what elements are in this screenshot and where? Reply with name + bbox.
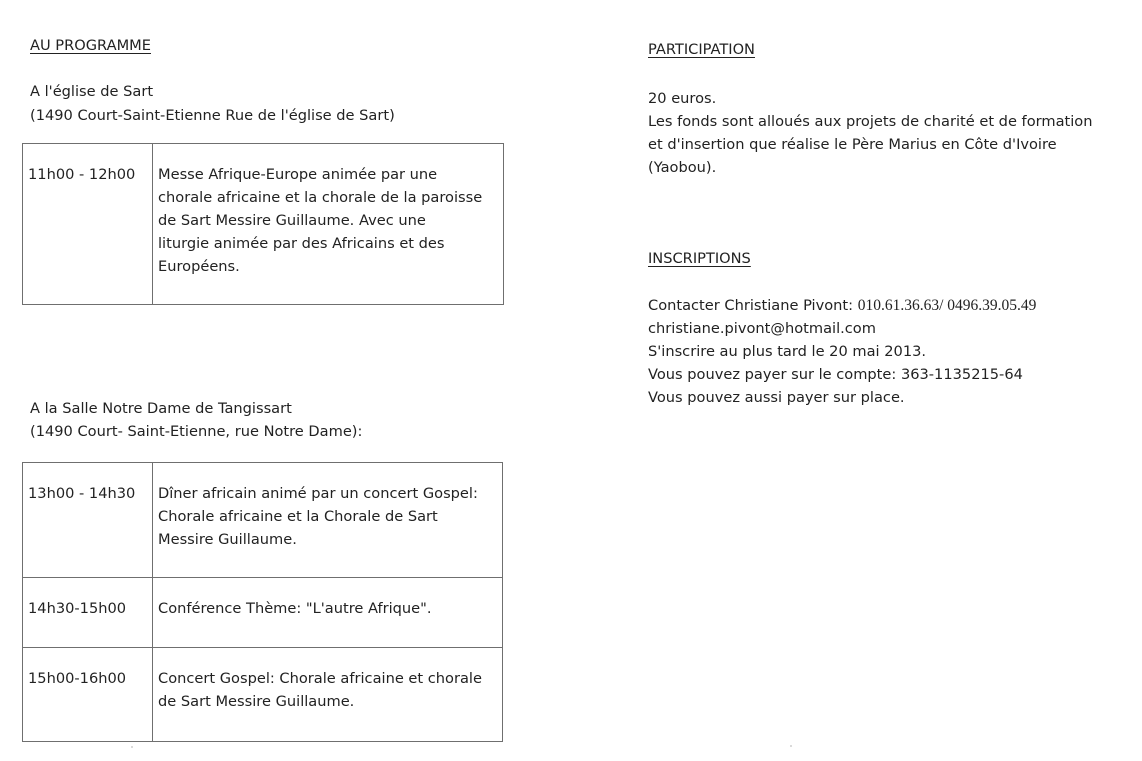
scan-speck: [131, 746, 133, 748]
contact-line: [648, 294, 1036, 317]
programme-heading: AU PROGRAMME: [30, 37, 151, 54]
inscription-line: Vous pouvez aussi payer sur place.: [648, 389, 905, 406]
venue2-schedule-table: [22, 462, 503, 742]
participation-line: (Yaobou).: [648, 159, 717, 176]
description-line: de Sart Messire Guillaume. Avec une: [158, 212, 426, 229]
table-row: [23, 648, 503, 742]
inscription-line: Vous pouvez payer sur le compte: 363-1135215-64: [648, 366, 1023, 383]
inscription-line: S'inscrire au plus tard le 20 mai 2013.: [648, 343, 927, 360]
schedule-time: 11h00 - 12h00: [23, 144, 153, 305]
schedule-description: [153, 578, 503, 648]
participation-line: Les fonds sont alloués aux projets de charité et de formation: [648, 113, 1093, 130]
description-line: Messe Afrique-Europe animée par une: [158, 166, 438, 183]
description-line: Concert Gospel: Chorale africaine et chorale: [158, 670, 482, 687]
venue1-schedule-table: [22, 143, 504, 305]
description-line: Dîner africain animé par un concert Gospel:: [158, 485, 478, 502]
schedule-time: 14h30-15h00: [23, 578, 153, 648]
venue1-name: A l'église de Sart: [30, 83, 154, 100]
description-line: Européens.: [158, 258, 240, 275]
scan-speck: [790, 745, 792, 747]
participation-heading: PARTICIPATION: [648, 41, 755, 58]
schedule-time: 13h00 - 14h30: [23, 463, 153, 578]
schedule-description: [153, 648, 503, 742]
contact-phones: 010.61.36.63/ 0496.39.05.49: [857, 297, 1037, 314]
participation-price: 20 euros.: [648, 90, 717, 107]
inscriptions-heading: INSCRIPTIONS: [648, 250, 751, 267]
venue2-address: (1490 Court- Saint-Etienne, rue Notre Dame):: [30, 423, 363, 440]
description-line: Conférence Thème: "L'autre Afrique".: [158, 600, 432, 617]
contact-email: christiane.pivont@hotmail.com: [648, 320, 876, 337]
schedule-description: [153, 144, 504, 305]
table-row: [23, 463, 503, 578]
description-line: Messire Guillaume.: [158, 531, 297, 548]
table-row: [23, 144, 504, 305]
description-line: Chorale africaine et la Chorale de Sart: [158, 508, 438, 525]
schedule-description: [153, 463, 503, 578]
schedule-time: 15h00-16h00: [23, 648, 153, 742]
description-line: de Sart Messire Guillaume.: [158, 693, 355, 710]
venue1-address: (1490 Court-Saint-Etienne Rue de l'église de Sart): [30, 107, 395, 124]
venue2-name: A la Salle Notre Dame de Tangissart: [30, 400, 292, 417]
description-line: chorale africaine et la chorale de la paroisse: [158, 189, 483, 206]
description-line: liturgie animée par des Africains et des: [158, 235, 445, 252]
contact-label: Contacter Christiane Pivont:: [648, 297, 858, 314]
table-row: [23, 578, 503, 648]
participation-line: et d'insertion que réalise le Père Marius en Côte d'Ivoire: [648, 136, 1057, 153]
